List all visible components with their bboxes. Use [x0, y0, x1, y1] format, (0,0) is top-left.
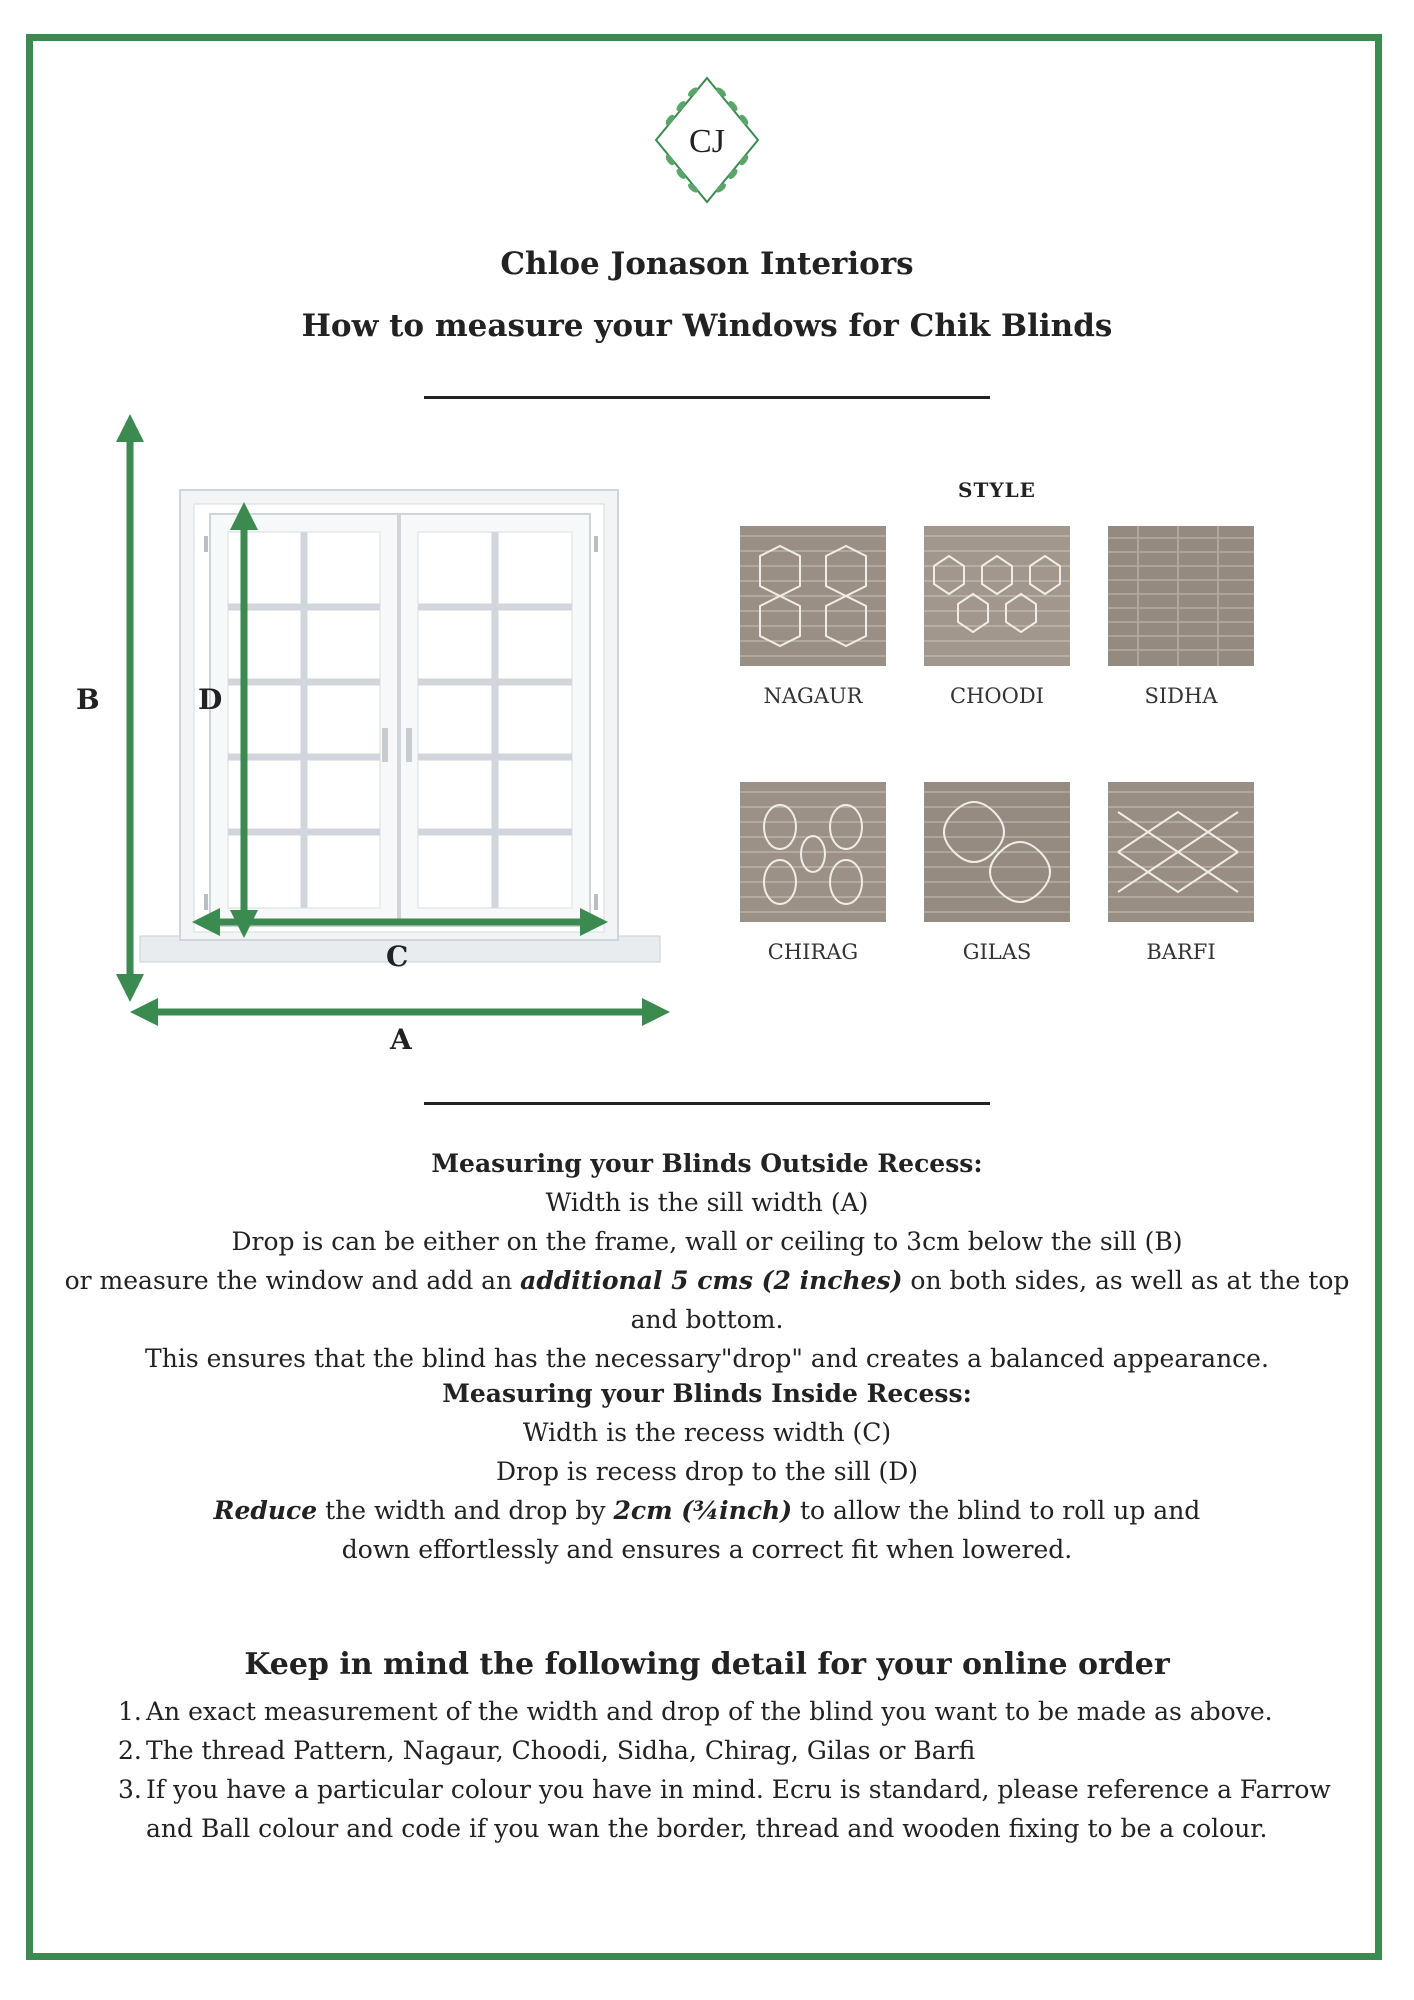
brand-name: Chloe Jonason Interiors: [500, 246, 914, 282]
swatch-choodi[interactable]: [924, 526, 1070, 666]
inside-line-4: down effortlessly and ensures a correct fit when lowered.: [341, 1535, 1073, 1564]
svg-text:CJ: CJ: [689, 123, 725, 160]
label-d: D: [198, 683, 223, 716]
inside-line-2: Drop is recess drop to the sill (D): [495, 1457, 919, 1486]
divider-top: [424, 396, 990, 399]
swatch-barfi[interactable]: [1108, 782, 1254, 922]
swatch-nagaur[interactable]: [740, 526, 886, 666]
swatch-label-choodi: CHOODI: [950, 684, 1044, 708]
divider-middle: [424, 1102, 990, 1105]
label-b: B: [76, 683, 100, 716]
swatch-chirag[interactable]: [740, 782, 886, 922]
page-subtitle: How to measure your Windows for Chik Blinds: [301, 308, 1113, 344]
outside-line-2: Drop is can be either on the frame, wall or ceiling to 3cm below the sill (B): [231, 1227, 1183, 1256]
inside-line-1: Width is the recess width (C): [522, 1418, 892, 1447]
inside-recess-heading: Measuring your Blinds Inside Recess:: [442, 1379, 972, 1408]
logo-monogram: [648, 70, 766, 210]
swatch-label-barfi: BARFI: [1146, 940, 1216, 964]
outside-line-1: Width is the sill width (A): [545, 1188, 869, 1217]
style-heading: STYLE: [958, 478, 1036, 502]
order-item: 1. An exact measurement of the width and drop of the blind you want to be made as above.: [118, 1697, 1273, 1726]
swatch-gilas[interactable]: [924, 782, 1070, 922]
swatch-label-chirag: CHIRAG: [767, 940, 859, 964]
order-item: 2. The thread Pattern, Nagaur, Choodi, Sidha, Chirag, Gilas or Barfi: [118, 1736, 976, 1765]
swatch-label-nagaur: NAGAUR: [763, 684, 863, 708]
order-item: 3. If you have a particular colour you have in mind. Ecru is standard, please reference a Farrow and Ball colour and code if you wan the border, thread and wooden fixing to be a colour.: [118, 1775, 1331, 1843]
label-c: C: [386, 940, 409, 973]
outside-line-4: This ensures that the blind has the necessary"drop" and creates a balanced appearance.: [145, 1344, 1269, 1373]
label-a: A: [390, 1023, 412, 1056]
outside-line-3: or measure the window and add an additional 5 cms (2 inches) on both sides, as well as at the top and bottom.: [64, 1266, 1350, 1334]
swatch-label-gilas: GILAS: [962, 940, 1032, 964]
order-list: [118, 1692, 1338, 1848]
inside-recess-section: [40, 1374, 1374, 1569]
order-title: Keep in mind the following detail for your online order: [244, 1647, 1170, 1682]
swatch-label-sidha: SIDHA: [1144, 684, 1218, 708]
swatch-sidha[interactable]: [1108, 526, 1254, 666]
outside-recess-heading: Measuring your Blinds Outside Recess:: [431, 1149, 983, 1178]
outside-recess-section: [40, 1144, 1374, 1378]
inside-line-3: Reduce the width and drop by 2cm (¾inch) to allow the blind to roll up and: [213, 1496, 1201, 1525]
